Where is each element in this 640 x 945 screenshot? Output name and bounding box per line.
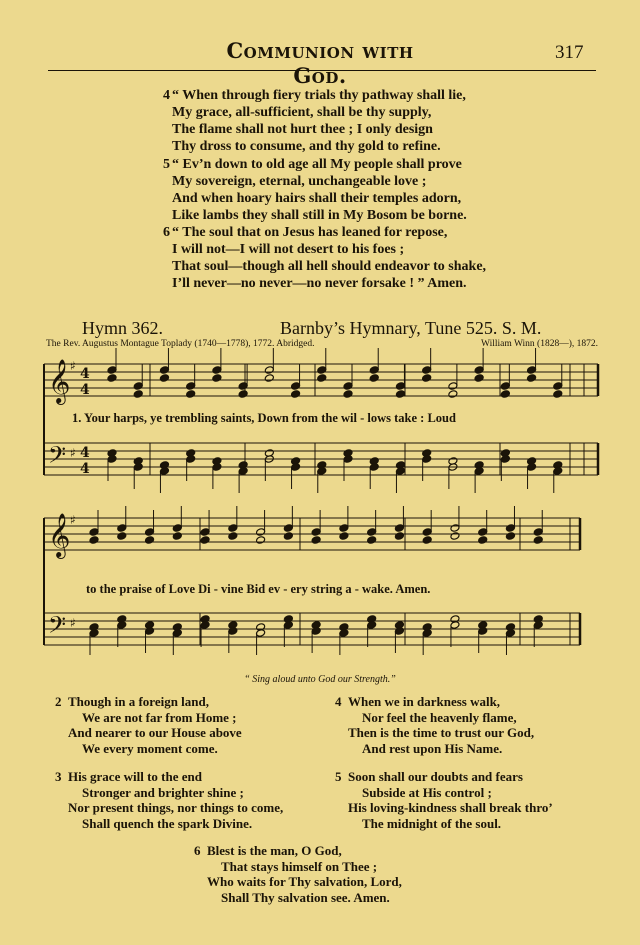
verse-number: 4 (335, 694, 342, 709)
note-head (200, 528, 210, 537)
note-head (422, 455, 432, 464)
note-head (89, 528, 99, 537)
note-head (117, 621, 127, 630)
note-head (133, 382, 143, 391)
note-head (343, 455, 353, 464)
stanza-number: 6 (163, 225, 170, 240)
verse-number: 5 (335, 769, 342, 784)
verse-line: And rest upon His Name. (362, 740, 503, 756)
note-head (533, 536, 543, 545)
note-head (317, 374, 327, 383)
note-head (159, 374, 169, 383)
verse-line: We every moment come. (82, 740, 218, 756)
tune-name: Barnby’s Hymnary, Tune 525. S. M. (280, 318, 542, 338)
note-head (527, 463, 537, 472)
stanza-line: I will not—I will not desert to his foes ; (172, 242, 405, 257)
note-head (500, 390, 510, 399)
verse-number: 3 (55, 769, 62, 784)
note-head (145, 536, 155, 545)
verse-5 (335, 769, 553, 831)
verse-line: Subside at His control ; (362, 784, 492, 800)
note-head (212, 463, 222, 472)
note-head (200, 536, 210, 545)
verse-line: Who waits for Thy salvation, Lord, (207, 874, 402, 889)
stanza-number: 5 (163, 157, 170, 172)
verse-line: We are not far from Home ; (82, 709, 237, 725)
note-head (527, 366, 537, 375)
note-head (474, 374, 484, 383)
stanza-line: And when hoary hairs shall their temples adorn, (172, 191, 462, 206)
note-head (367, 536, 377, 545)
note-head (450, 524, 460, 533)
hymn-number: Hymn 362. (82, 318, 163, 338)
note-head (422, 536, 432, 545)
stanza-line: The flame shall not hurt thee ; I only design (172, 122, 433, 137)
note-head (478, 627, 488, 636)
note-head (422, 629, 432, 638)
note-head (228, 532, 238, 541)
note-head (394, 532, 404, 541)
time-signature-top: 4 (80, 366, 90, 382)
note-head (505, 524, 515, 533)
stanza-line: My sovereign, eternal, unchangeable love ; (172, 174, 427, 189)
note-head (553, 390, 563, 399)
note-head (200, 621, 210, 630)
note-head (283, 532, 293, 541)
stanza-line: I’ll never—no never—no never forsake ! ” Amen. (172, 276, 467, 291)
verse-number: 6 (194, 843, 201, 858)
note-head (89, 536, 99, 545)
note-head (339, 629, 349, 638)
note-head (133, 390, 143, 399)
note-head (291, 390, 301, 399)
time-signature-bottom: 4 (80, 461, 90, 477)
verse-line: Nor present things, nor things to come, (68, 800, 284, 815)
note-head (343, 382, 353, 391)
note-head (159, 366, 169, 375)
note-head (339, 524, 349, 533)
lyrics-line-2: to the praise of Love Di - vine Bid ev - ery string a - wake. Amen. (86, 582, 431, 596)
note-head (145, 627, 155, 636)
note-head (283, 621, 293, 630)
note-head (500, 455, 510, 464)
verse-line: Shall Thy salvation see. Amen. (221, 889, 390, 905)
note-head (527, 374, 537, 383)
bass-clef-icon: 𝄢 (48, 441, 67, 474)
note-head (553, 467, 563, 476)
composer-credit: William Winn (1828—), 1872. (480, 339, 598, 349)
verse-line: When we in darkness walk, (348, 694, 501, 709)
note-head (172, 524, 182, 533)
note-head (369, 463, 379, 472)
stanza-line: My grace, all-sufficient, shall be thy supply, (172, 105, 432, 120)
verse-number: 2 (55, 694, 62, 709)
note-head (186, 390, 196, 399)
note-head (228, 524, 238, 533)
stanza-line: Like lambs they shall still in My Bosom be borne. (172, 208, 467, 223)
note-head (448, 382, 458, 391)
note-head (422, 374, 432, 383)
verse-line: Shall quench the spark Divine. (82, 815, 253, 831)
note-head (394, 627, 404, 636)
verse-line: And nearer to our House above (68, 725, 242, 740)
note-head (107, 366, 117, 375)
note-head (474, 467, 484, 476)
note-head (264, 374, 274, 383)
note-head (311, 528, 321, 537)
note-head (264, 366, 274, 375)
note-head (212, 366, 222, 375)
verse-line: That stays himself on Thee ; (221, 858, 378, 874)
page-number: 317 (555, 42, 584, 63)
note-head (553, 382, 563, 391)
note-head (505, 532, 515, 541)
sharp-icon: ♯ (70, 359, 76, 373)
note-head (172, 532, 182, 541)
note-head (369, 366, 379, 375)
stanza-number: 4 (163, 88, 170, 103)
bass-clef-icon: 𝄢 (48, 611, 67, 644)
note-head (186, 455, 196, 464)
verse-2 (55, 694, 242, 756)
note-head (395, 382, 405, 391)
note-head (117, 532, 127, 541)
note-head (478, 536, 488, 545)
note-head (343, 390, 353, 399)
note-head (369, 374, 379, 383)
note-head (367, 621, 377, 630)
stanza-line: Thy dross to consume, and thy gold to refine. (172, 139, 441, 154)
note-head (256, 528, 266, 537)
note-head (256, 629, 266, 638)
note-head (238, 467, 248, 476)
note-head (238, 382, 248, 391)
page-title: Communion with God. (226, 38, 414, 88)
stanza-line: “ The soul that on Jesus has leaned for repose, (172, 225, 448, 240)
note-head (291, 463, 301, 472)
note-head (283, 524, 293, 533)
note-head (505, 629, 515, 638)
verse-line: The midnight of the soul. (362, 815, 502, 831)
time-signature-bottom: 4 (80, 382, 90, 398)
note-head (89, 629, 99, 638)
note-head (448, 390, 458, 399)
time-signature-top: 4 (80, 445, 90, 461)
verse-line: Though in a foreign land, (68, 694, 210, 709)
note-head (422, 366, 432, 375)
note-head (238, 390, 248, 399)
treble-clef-icon: 𝄞 (48, 359, 71, 403)
note-head (395, 467, 405, 476)
verse-line: Stronger and brighter shine ; (82, 784, 244, 800)
verse-6 (194, 843, 402, 905)
note-head (228, 627, 238, 636)
note-head (133, 463, 143, 472)
note-head (145, 528, 155, 537)
verse-3 (55, 769, 284, 831)
verse-line: Blest is the man, O God, (207, 843, 342, 858)
note-head (159, 467, 169, 476)
note-head (172, 629, 182, 638)
treble-clef-icon: 𝄞 (48, 513, 71, 557)
verse-line: His grace will to the end (68, 769, 202, 784)
note-head (422, 528, 432, 537)
note-head (500, 382, 510, 391)
note-head (291, 382, 301, 391)
sharp-icon: ♯ (70, 513, 76, 527)
note-head (256, 536, 266, 545)
note-head (474, 366, 484, 375)
verse-4 (335, 694, 535, 756)
epigraph: “ Sing aloud unto God our Strength.” (244, 674, 396, 685)
note-head (533, 621, 543, 630)
note-head (117, 524, 127, 533)
note-head (367, 528, 377, 537)
sharp-icon: ♯ (70, 446, 76, 460)
note-head (317, 366, 327, 375)
note-head (394, 524, 404, 533)
note-head (212, 374, 222, 383)
note-head (107, 374, 117, 383)
stanza-line: That soul—though all hell should endeavor to shake, (172, 259, 487, 274)
note-head (450, 621, 460, 630)
verse-line: Nor feel the heavenly flame, (362, 709, 517, 725)
note-head (339, 532, 349, 541)
note-head (478, 528, 488, 537)
note-head (317, 467, 327, 476)
verse-line: His loving-kindness shall break thro’ (348, 800, 553, 815)
note-head (395, 390, 405, 399)
note-head (311, 627, 321, 636)
note-head (311, 536, 321, 545)
stanza-line: “ When through fiery trials thy pathway shall lie, (172, 88, 466, 103)
verse-line: Soon shall our doubts and fears (348, 769, 523, 784)
verse-line: Then is the time to trust our God, (348, 725, 535, 740)
author-credit: The Rev. Augustus Montague Toplady (1740—1778), 1772. Abridged. (46, 339, 315, 349)
stanza-line: “ Ev’n down to old age all My people shall prove (172, 157, 462, 172)
sharp-icon: ♯ (70, 616, 76, 630)
note-head (450, 532, 460, 541)
note-head (533, 528, 543, 537)
lyrics-line-1: 1. Your harps, ye trembling saints, Down from the wil - lows take : Loud (72, 411, 456, 425)
note-head (107, 455, 117, 464)
note-head (186, 382, 196, 391)
